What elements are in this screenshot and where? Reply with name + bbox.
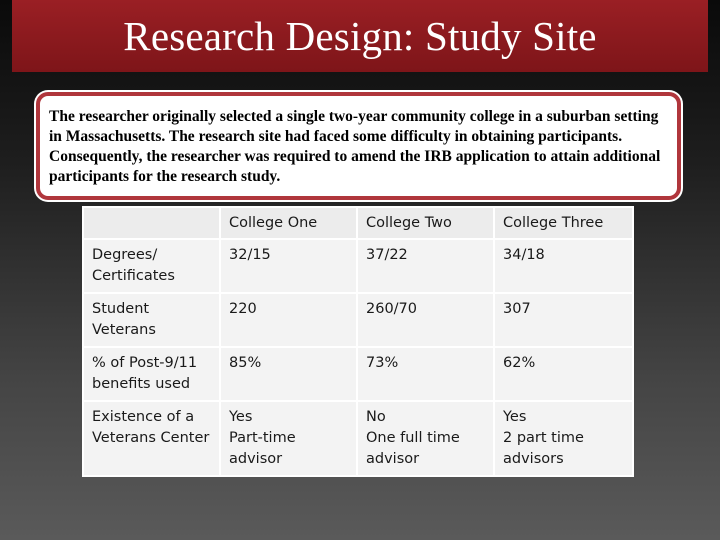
- table-row: [83, 401, 633, 476]
- cell-line: Yes: [229, 409, 253, 425]
- table-cell: [494, 401, 633, 476]
- table-cell: 220: [220, 293, 357, 347]
- cell-line: No: [366, 409, 386, 425]
- row-label: Degrees/ Certificates: [83, 239, 220, 293]
- description-box: [36, 92, 681, 200]
- table-row: [83, 239, 633, 293]
- table-row: [83, 293, 633, 347]
- row-label: % of Post-9/11 benefits used: [83, 347, 220, 401]
- table-row: [83, 347, 633, 401]
- cell-line: One full time advisor: [366, 430, 460, 467]
- table-cell: [357, 401, 494, 476]
- row-label: Student Veterans: [83, 293, 220, 347]
- cell-line: Part-time advisor: [229, 430, 296, 467]
- title-bar: [12, 0, 708, 72]
- table-cell: [220, 401, 357, 476]
- table-cell: 307: [494, 293, 633, 347]
- header-cell-college-two: College Two: [357, 207, 494, 239]
- table-cell: 32/15: [220, 239, 357, 293]
- table-cell: 62%: [494, 347, 633, 401]
- row-label: Existence of a Veterans Center: [83, 401, 220, 476]
- table-cell: 73%: [357, 347, 494, 401]
- table-cell: 85%: [220, 347, 357, 401]
- comparison-table: [82, 206, 634, 477]
- header-cell-empty: [83, 207, 220, 239]
- cell-line: Yes: [503, 409, 527, 425]
- table-header-row: [83, 207, 633, 239]
- header-cell-college-three: College Three: [494, 207, 633, 239]
- cell-line: 2 part time advisors: [503, 430, 584, 467]
- description-text: The researcher originally selected a single two-year community college in a suburban setting in Massachusetts. The research site had faced some difficulty in obtaining participants. Consequently, the researcher was required to amend the IRB application to attain additional participants for the research study.: [49, 108, 661, 185]
- table-cell: 37/22: [357, 239, 494, 293]
- header-cell-college-one: College One: [220, 207, 357, 239]
- slide-title: Research Design: Study Site: [123, 13, 597, 59]
- table-cell: 260/70: [357, 293, 494, 347]
- table-cell: 34/18: [494, 239, 633, 293]
